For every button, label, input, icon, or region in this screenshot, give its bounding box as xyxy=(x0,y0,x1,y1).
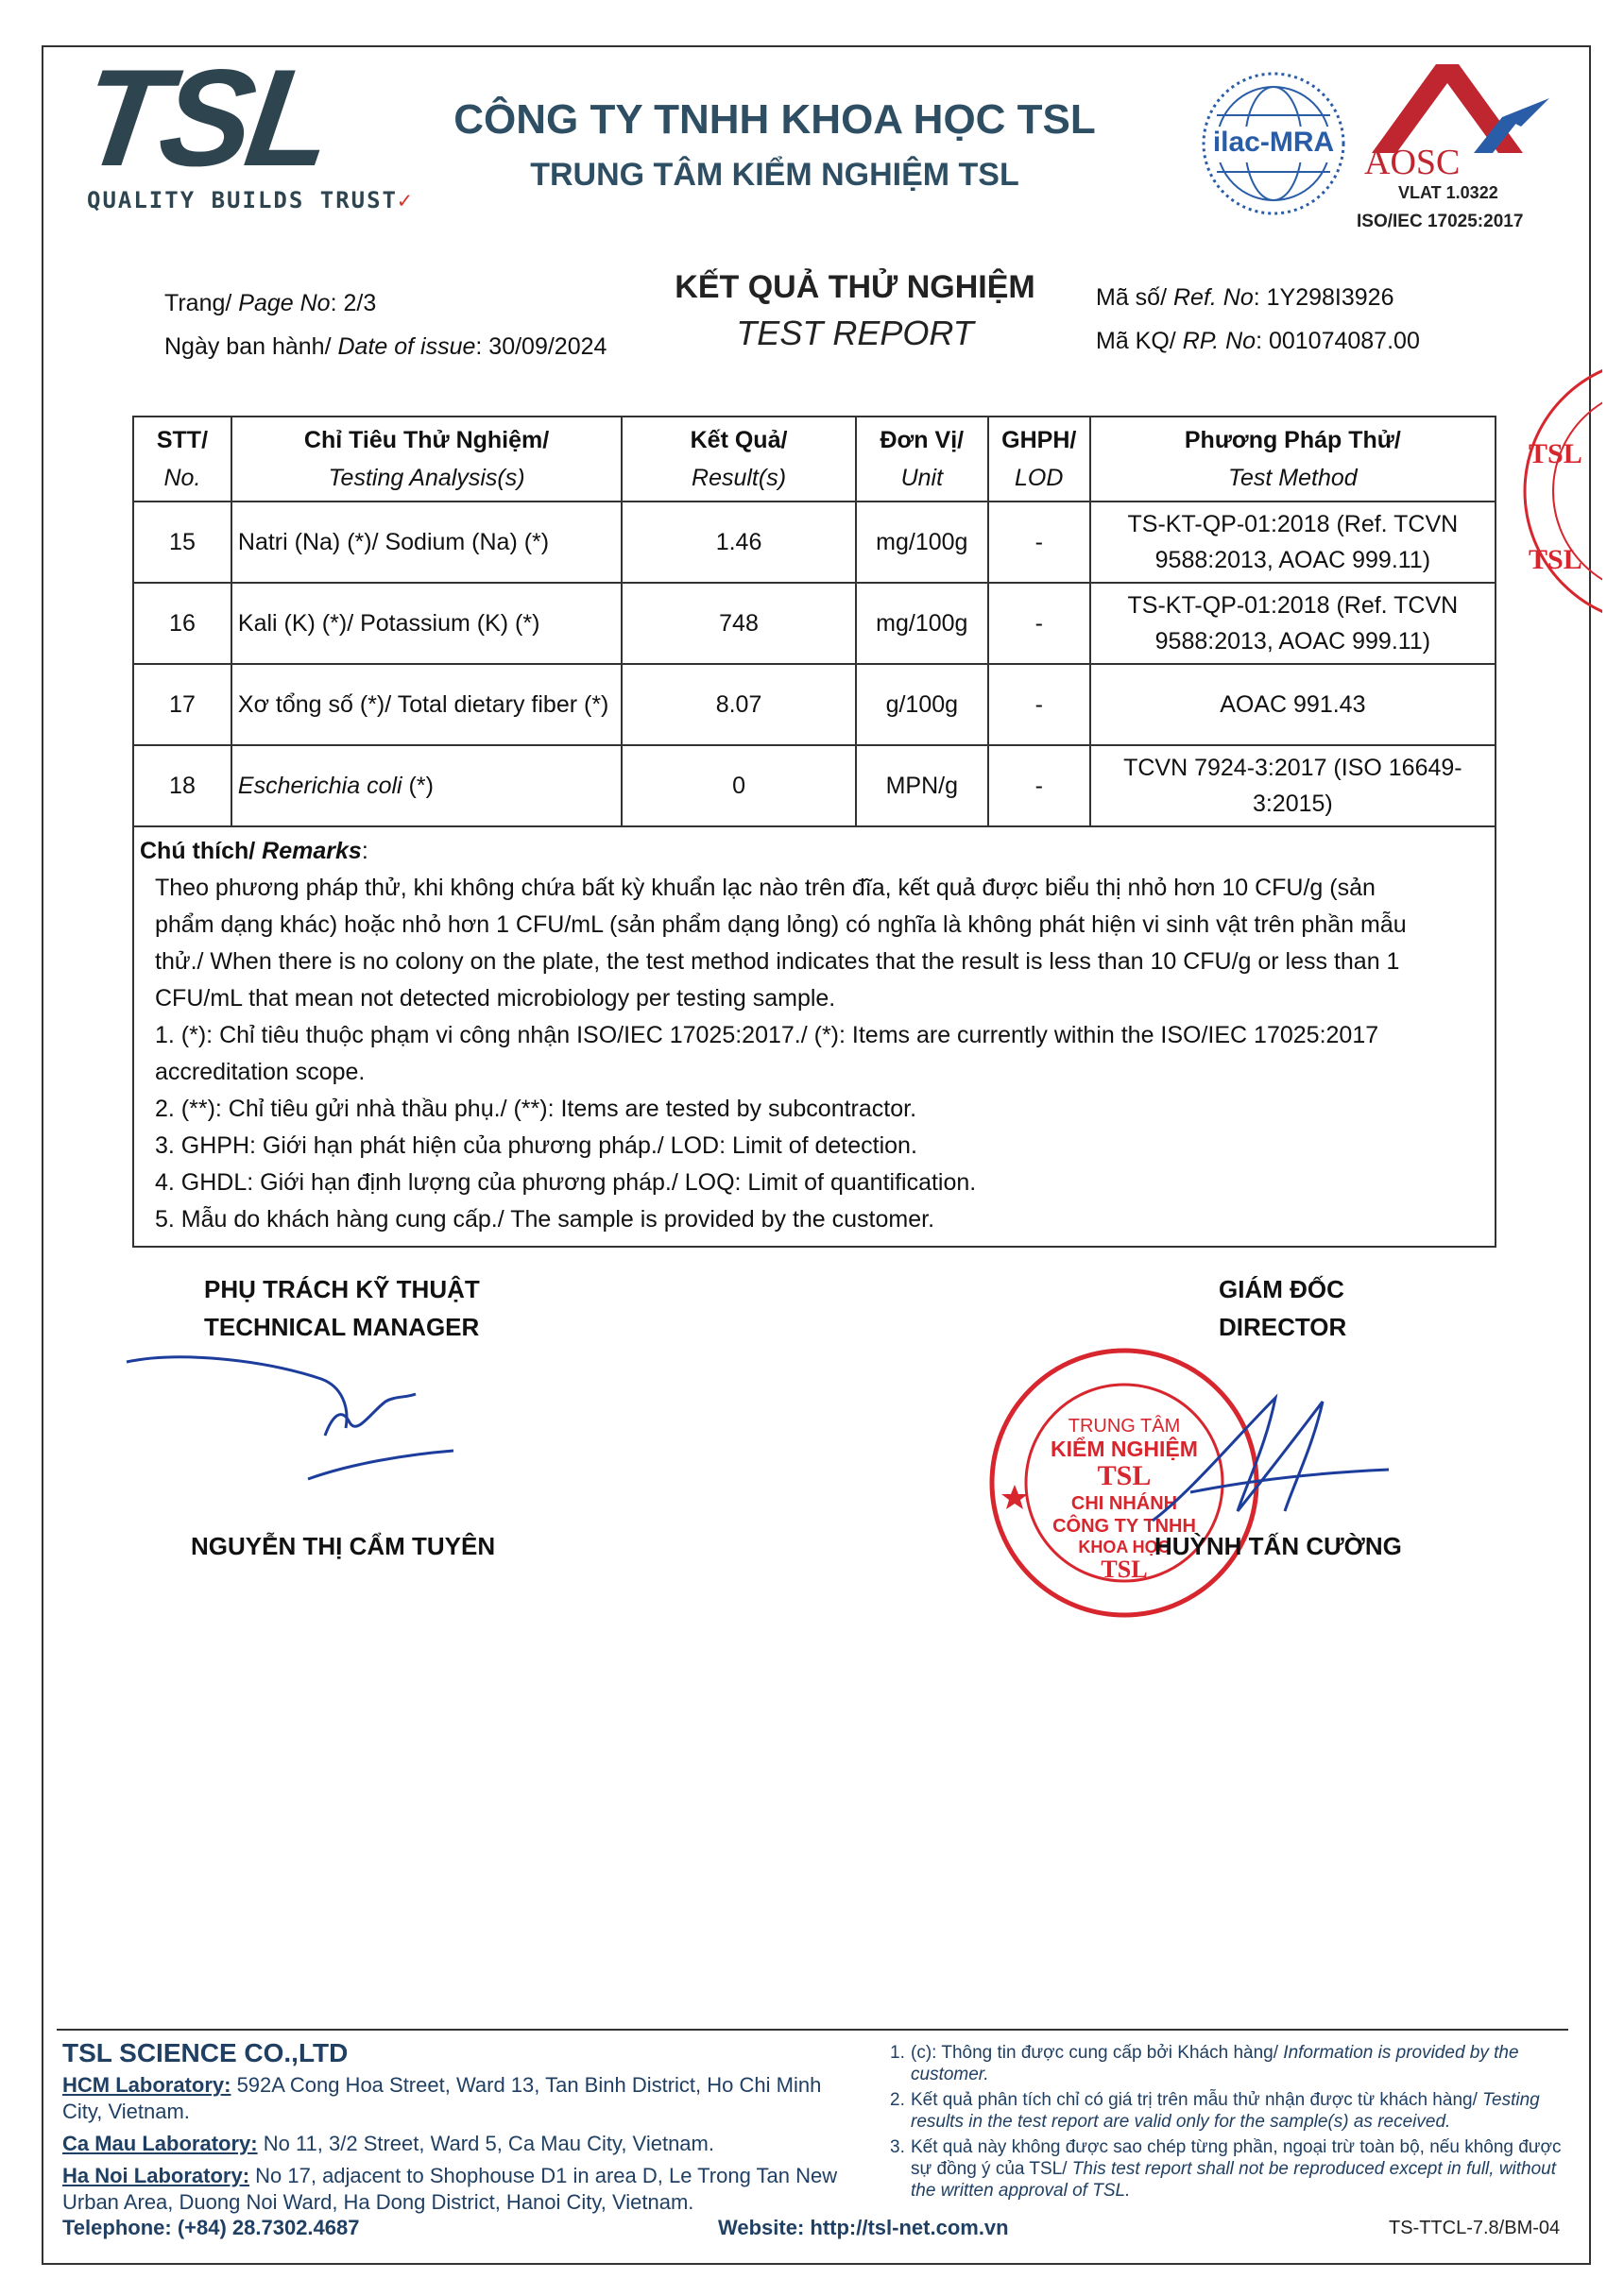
remark-line: accreditation scope. xyxy=(155,1059,366,1085)
cell-unit: MPN/g xyxy=(856,745,988,826)
svg-text:CÔNG TY TNHH: CÔNG TY TNHH xyxy=(1052,1516,1196,1537)
cell-method: TS-KT-QP-01:2018 (Ref. TCVN 9588:2013, AOAC 999.11) xyxy=(1090,502,1496,583)
table-row xyxy=(133,745,1496,826)
report-title xyxy=(642,269,1068,353)
remark-line: Theo phương pháp thử, khi không chứa bất kỳ khuẩn lạc nào trên đĩa, kết quả được biểu thị nhỏ hơn 10 CFU/g (sản xyxy=(155,875,1376,901)
cell-unit: mg/100g xyxy=(856,583,988,664)
col-header-no: STT/ No. xyxy=(133,417,231,502)
footer-website[interactable]: Website: http://tsl-net.com.vn xyxy=(718,2216,1009,2239)
report-meta-left xyxy=(164,281,607,368)
cell-analysis: Escherichia coli (*) xyxy=(231,745,622,826)
remark-line: 4. GHDL: Giới hạn định lượng của phương pháp./ LOQ: Limit of quantification. xyxy=(155,1169,977,1196)
svg-text:TRUNG TÂM: TRUNG TÂM xyxy=(1068,1416,1181,1437)
aosc-vlat: VLAT 1.0322 xyxy=(1398,183,1498,202)
cell-method: AOAC 991.43 xyxy=(1090,664,1496,745)
cell-no: 18 xyxy=(133,745,231,826)
logo-tagline: QUALITY BUILDS TRUST✓ xyxy=(87,187,414,213)
ca-mau-laboratory: Ca Mau Laboratory: No 11, 3/2 Street, Ward 5, Ca Mau City, Vietnam. xyxy=(62,2132,714,2155)
cell-result: 8.07 xyxy=(622,664,856,745)
footer-divider xyxy=(57,2029,1568,2031)
check-icon: ✓ xyxy=(397,187,414,213)
cell-method: TCVN 7924-3:2017 (ISO 16649-3:2015) xyxy=(1090,745,1496,826)
aosc-label: AOSC xyxy=(1364,143,1461,182)
cell-analysis: Natri (Na) (*)/ Sodium (Na) (*) xyxy=(231,502,622,583)
ref-number: Mã số/ Ref. No: 1Y298I3926 xyxy=(1096,284,1394,311)
footer-note: 3. Kết quả này không được sao chép từng phần, ngoại trừ toàn bộ, nếu không được sự đồng ý của TSL/ This test report shall not be reproduced except in full, without the written approval of TSL. xyxy=(890,2137,1562,2201)
cell-result: 0 xyxy=(622,745,856,826)
cell-analysis: Kali (K) (*)/ Potassium (K) (*) xyxy=(231,583,622,664)
edge-stamp-icon xyxy=(1515,349,1602,633)
cell-lod: - xyxy=(988,502,1090,583)
director-title: GIÁM ĐỐC DIRECTOR xyxy=(1219,1275,1347,1341)
page-number: Trang/ Page No: 2/3 xyxy=(164,290,377,316)
cell-unit: mg/100g xyxy=(856,502,988,583)
remark-line: thử./ When there is no colony on the plate, the test method indicates that the result is less than 10 CFU/g or less than 1 xyxy=(155,948,1400,975)
technical-manager-title: PHỤ TRÁCH KỸ THUẬT TECHNICAL MANAGER xyxy=(204,1275,480,1341)
director-name: HUỲNH TẤN CƯỜNG xyxy=(1154,1532,1402,1560)
svg-text:TSL: TSL xyxy=(1097,1460,1152,1491)
report-title-vn: KẾT QUẢ THỬ NGHIỆM xyxy=(675,269,1035,305)
col-header-method: Phương Pháp Thử/ Test Method xyxy=(1090,417,1496,502)
company-heading xyxy=(416,96,1134,194)
cell-analysis: Xơ tổng số (*)/ Total dietary fiber (*) xyxy=(231,664,622,745)
ilac-mra-logo xyxy=(1198,68,1349,219)
ha-noi-laboratory: Ha Noi Laboratory: No 17, adjacent to Shophouse D1 in area D, Le Trong Tan New Urban Area, Duong Noi Ward, Ha Dong District, Hanoi City, Vietnam. xyxy=(62,2164,838,2214)
footer-company: TSL SCIENCE CO.,LTD xyxy=(62,2038,349,2067)
svg-text:KIỂM NGHIỆM: KIỂM NGHIỆM xyxy=(1051,1437,1198,1461)
director-signature xyxy=(1134,1379,1417,1549)
col-header-unit: Đơn Vị/ Unit xyxy=(856,417,988,502)
aosc-iso: ISO/IEC 17025:2017 xyxy=(1357,212,1524,231)
hcm-laboratory: HCM Laboratory: 592A Cong Hoa Street, Ward 13, Tan Binh District, Ho Chi Minh City, Vietnam. xyxy=(62,2073,822,2123)
cell-no: 17 xyxy=(133,664,231,745)
report-meta-right xyxy=(1096,276,1420,363)
remark-line: 3. GHPH: Giới hạn phát hiện của phương pháp./ LOD: Limit of detection. xyxy=(155,1132,917,1159)
remark-line: 1. (*): Chỉ tiêu thuộc phạm vi công nhận ISO/IEC 17025:2017./ (*): Items are currently within the ISO/IEC 17025:2017 xyxy=(155,1022,1379,1048)
table-header-row xyxy=(133,417,1496,502)
date-of-issue: Ngày ban hành/ Date of issue: 30/09/2024 xyxy=(164,333,607,360)
col-header-analysis: Chỉ Tiêu Thử Nghiệm/ Testing Analysis(s) xyxy=(231,417,622,502)
table-row xyxy=(133,664,1496,745)
svg-text:CHI NHÁNH: CHI NHÁNH xyxy=(1070,1493,1178,1514)
svg-text:TSL: TSL xyxy=(1529,438,1582,469)
remark-line: 5. Mẫu do khách hàng cung cấp./ The sample is provided by the customer. xyxy=(155,1206,935,1233)
cell-no: 16 xyxy=(133,583,231,664)
svg-text:TSL: TSL xyxy=(1529,544,1582,575)
ilac-label: ilac-MRA xyxy=(1212,127,1335,158)
results-table xyxy=(132,416,1496,1248)
cell-no: 15 xyxy=(133,502,231,583)
footer-addresses xyxy=(62,2040,856,2221)
footer-telephone: Telephone: (+84) 28.7302.4687 xyxy=(62,2216,360,2239)
technical-manager-name: NGUYỄN THỊ CẨM TUYÊN xyxy=(191,1532,496,1560)
cell-unit: g/100g xyxy=(856,664,988,745)
col-header-result: Kết Quả/ Result(s) xyxy=(622,417,856,502)
remark-line: 2. (**): Chỉ tiêu gửi nhà thầu phụ./ (**): Items are tested by subcontractor. xyxy=(155,1096,917,1122)
remarks-title: Chú thích/ Remarks: xyxy=(140,838,368,864)
remarks-row xyxy=(133,826,1496,1247)
report-title-en: TEST REPORT xyxy=(736,314,974,352)
cell-result: 748 xyxy=(622,583,856,664)
footer-note: 2. Kết quả phân tích chỉ có giá trị trên mẫu thử nhận được từ khách hàng/ Testing results in the test report are valid only for the sample(s) as received. xyxy=(890,2090,1540,2132)
footer-notes xyxy=(890,2042,1563,2205)
cell-lod: - xyxy=(988,583,1090,664)
technical-manager-signature xyxy=(123,1341,463,1492)
svg-text:KHOA HỌC: KHOA HỌC xyxy=(1078,1538,1171,1556)
cell-lod: - xyxy=(988,745,1090,826)
remark-line: phẩm dạng khác) hoặc nhỏ hơn 1 CFU/mL (sản phẩm dạng lỏng) có nghĩa là không phát hiện vi sinh vật trên phần mẫu xyxy=(155,911,1407,938)
cell-result: 1.46 xyxy=(622,502,856,583)
cell-method: TS-KT-QP-01:2018 (Ref. TCVN 9588:2013, AOAC 999.11) xyxy=(1090,583,1496,664)
table-row xyxy=(133,502,1496,583)
cell-lod: - xyxy=(988,664,1090,745)
svg-text:TSL: TSL xyxy=(1101,1556,1148,1583)
tsl-logo xyxy=(72,41,414,227)
aosc-logo xyxy=(1357,60,1559,240)
rp-number: Mã KQ/ RP. No: 001074087.00 xyxy=(1096,328,1420,354)
form-code: TS-TTCL-7.8/BM-04 xyxy=(1389,2218,1561,2238)
col-header-lod: GHPH/ LOD xyxy=(988,417,1090,502)
remark-line: CFU/mL that mean not detected microbiology per testing sample. xyxy=(155,985,836,1012)
edge-stamp xyxy=(1515,349,1602,633)
aosc-chevron-icon xyxy=(1360,60,1559,155)
table-row xyxy=(133,583,1496,664)
center-name: TRUNG TÂM KIỂM NGHIỆM TSL xyxy=(530,157,1019,193)
footer-note: 1. (c): Thông tin được cung cấp bởi Khách hàng/ Information is provided by the customer. xyxy=(890,2043,1519,2084)
logo-word: TSL xyxy=(72,41,338,195)
company-name: CÔNG TY TNHH KHOA HỌC TSL xyxy=(453,96,1096,143)
remarks xyxy=(133,826,1496,1247)
